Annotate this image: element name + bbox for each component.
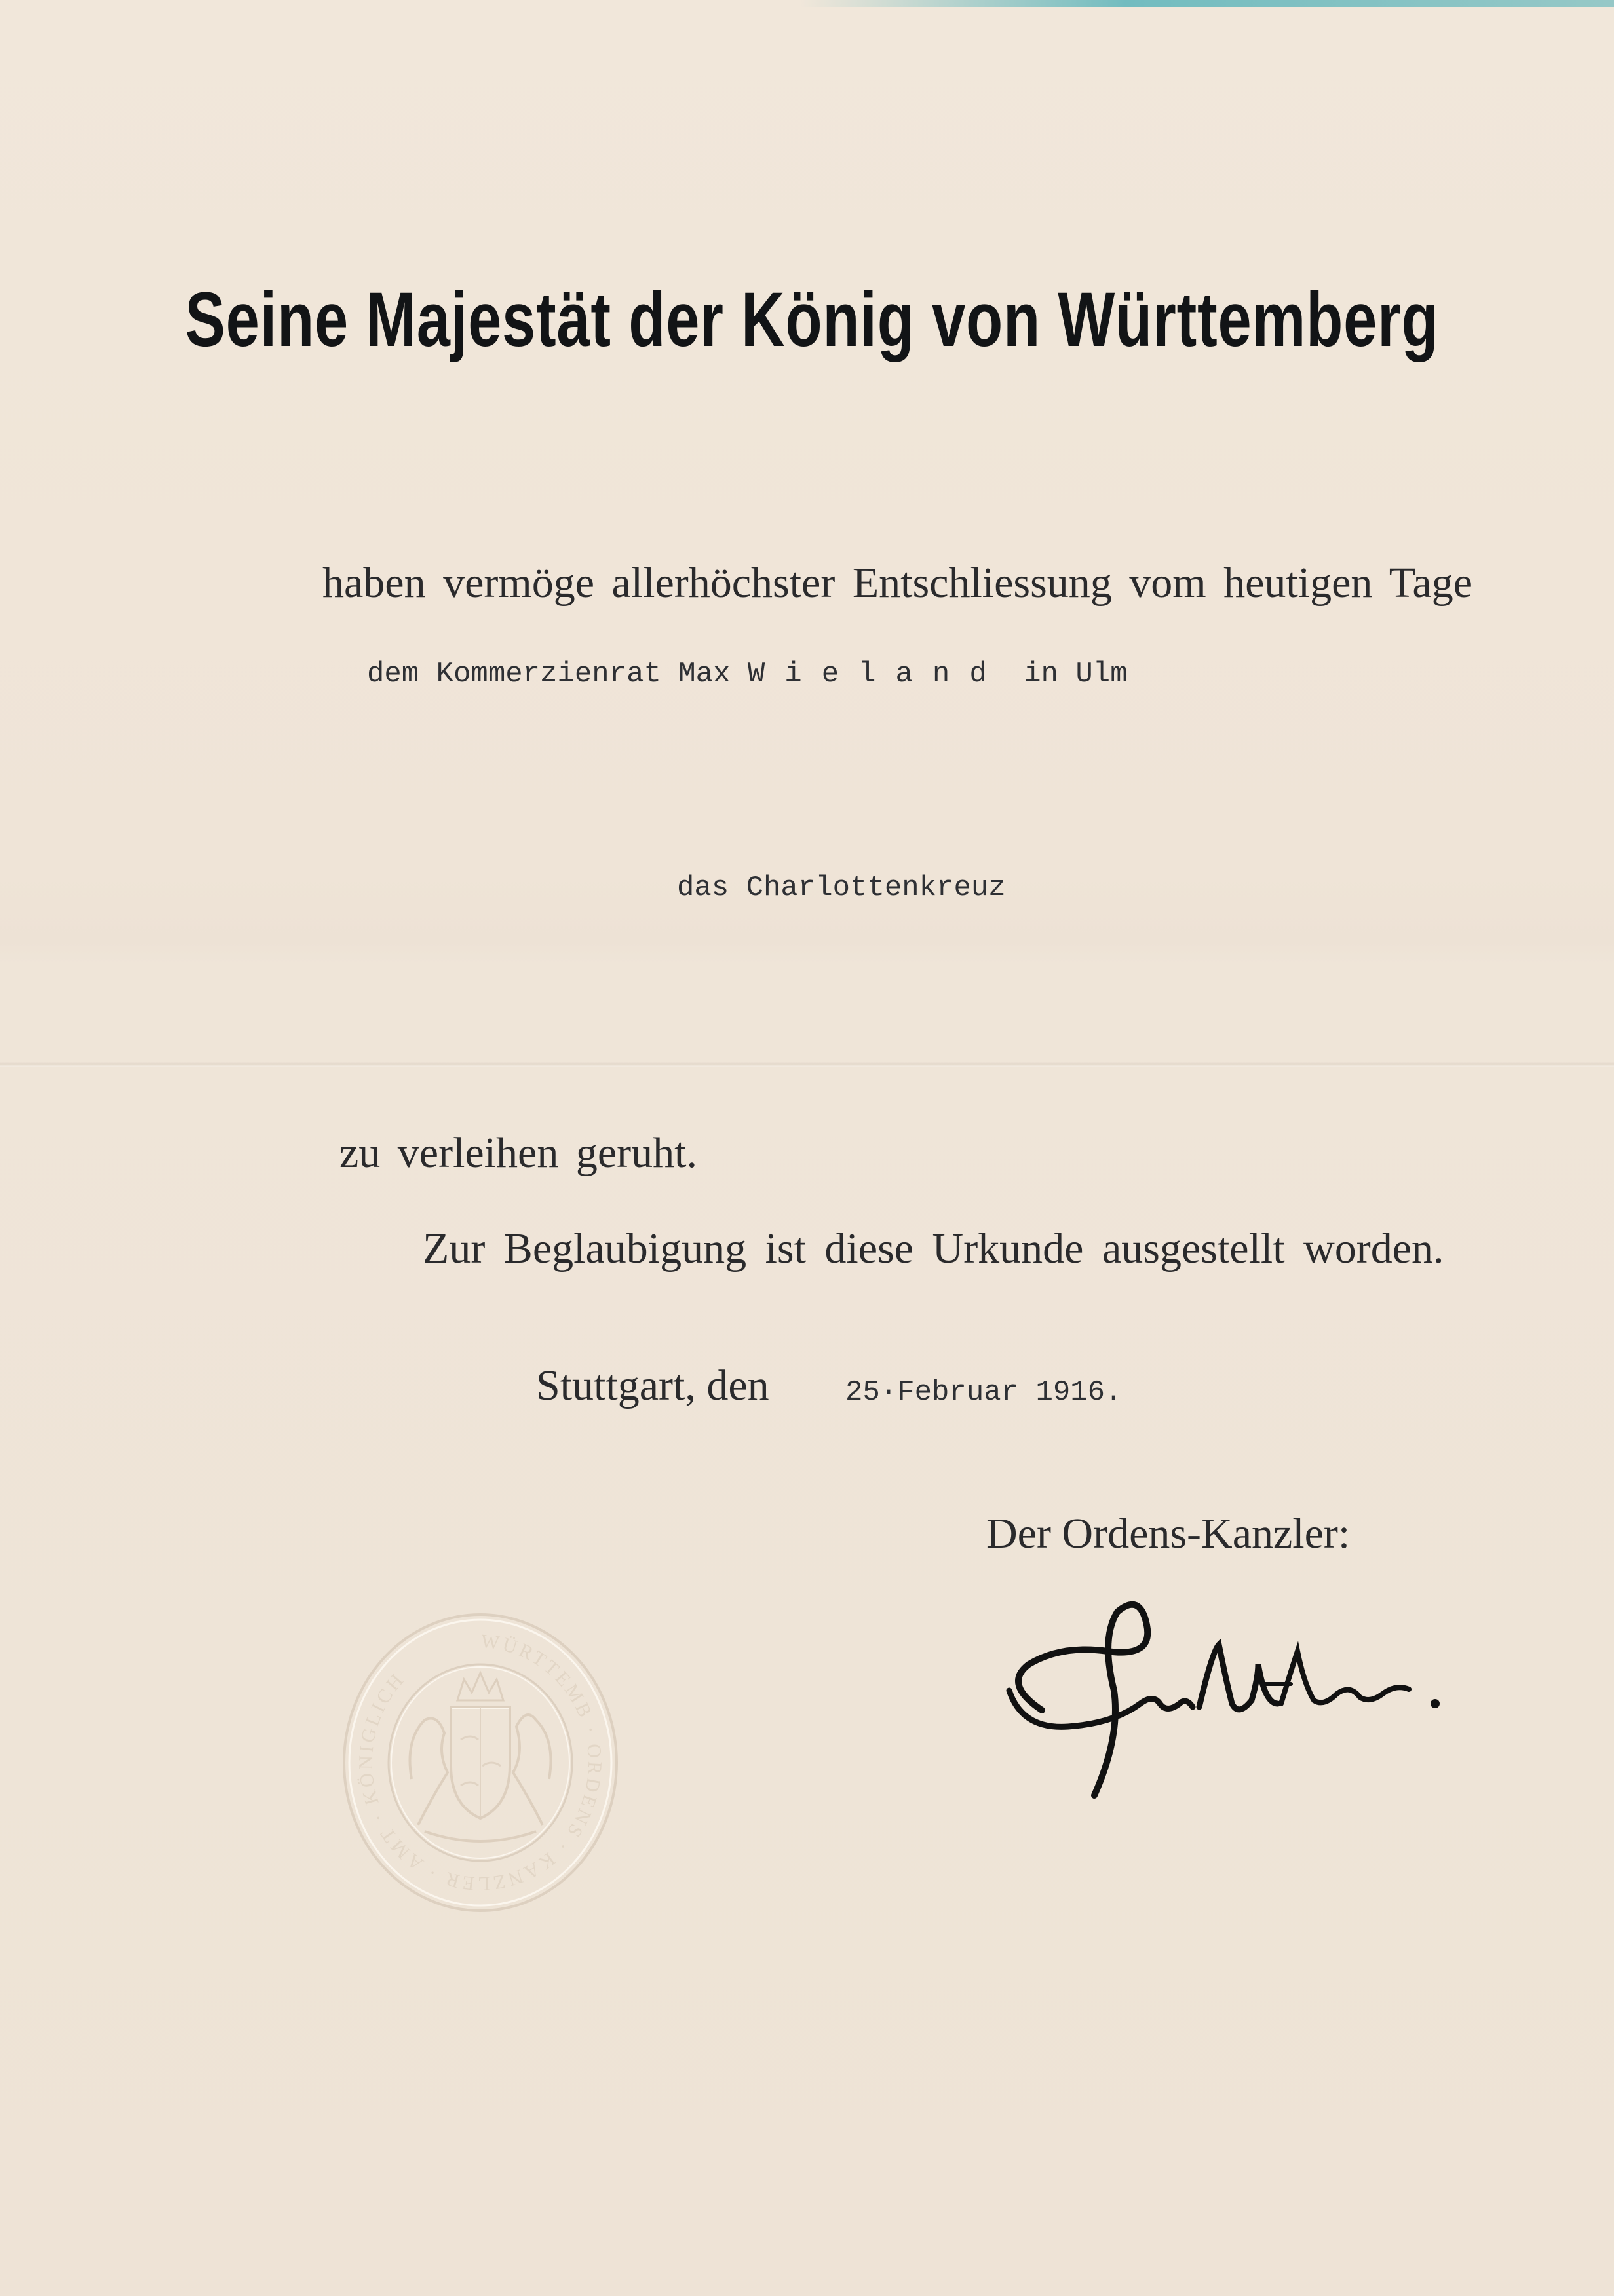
intro-line: haben vermöge allerhöchster Entschliessung vom heutigen Tage	[322, 559, 1472, 607]
svg-text:WÜRTTEMB · ORDENS · KANZLER ·: WÜRTTEMB · ORDENS · KANZLER · AMT · KÖNIGLICH	[355, 1630, 606, 1895]
document-title: Seine Majestät der König von Württemberg	[185, 277, 1439, 363]
signatory-title: Der Ordens-Kanzler:	[986, 1510, 1351, 1558]
award-name: das Charlottenkreuz	[677, 871, 1006, 904]
signature-icon	[983, 1573, 1468, 1808]
place-line: Stuttgart, den	[536, 1362, 769, 1409]
recipient-prefix: dem Kommerzienrat Max	[367, 658, 731, 691]
issue-date: 25·Februar 1916.	[845, 1376, 1123, 1409]
embossed-seal-icon	[339, 1609, 621, 1917]
recipient-line	[367, 658, 1128, 691]
recipient-surname: Wieland	[747, 658, 1007, 691]
conferral-line: zu verleihen geruht.	[339, 1129, 697, 1177]
paper-fold	[0, 1062, 1614, 1067]
certification-line: Zur Beglaubigung ist diese Urkunde ausgestellt worden.	[423, 1225, 1444, 1272]
scan-edge	[799, 0, 1614, 7]
recipient-suffix: in Ulm	[1024, 658, 1128, 691]
